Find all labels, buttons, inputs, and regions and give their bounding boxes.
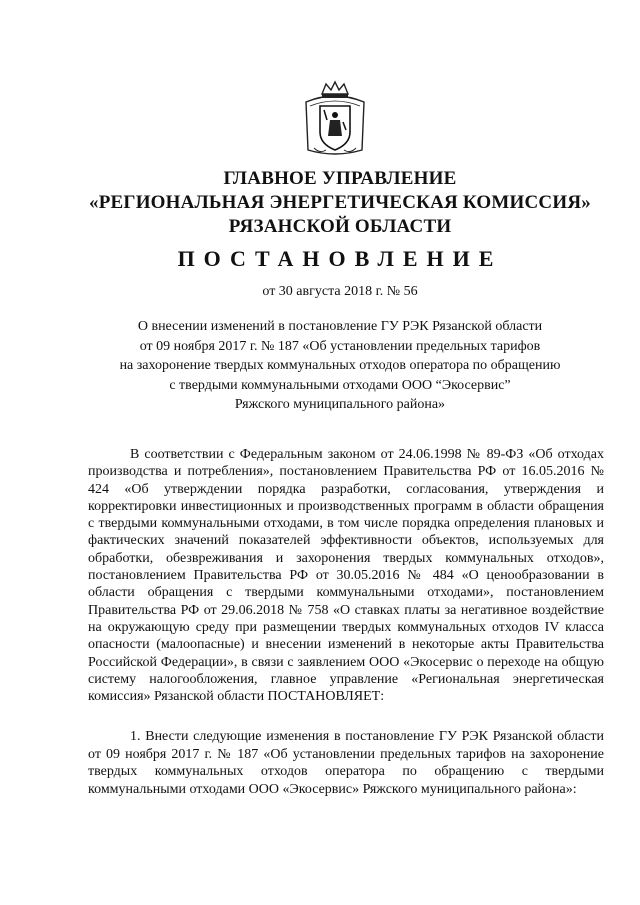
preamble-paragraph: В соответствии с Федеральным законом от 24.06.1998 № 89-ФЗ «Об отходах производства и потребления», постановлением Правительства РФ от 16.05.2016 № 424 «Об утверждении порядка разработки, согласования, утверждения и корректировки инвестиционных и производственных программ в области обращения с твердыми коммунальными отходами, в том числе порядка определения плановых и фактических значений показателей эффективности объектов, используемых для обработки, обезвреживания и захоронения твердых коммунальных отходов», постановлением Правительства РФ от 30.05.2016 № 484 «О ценообразовании в области обращения с твердыми коммунальными отходами», постановлением Правительства РФ от 29.06.2018 № 758 «О ставках платы за негативное воздействие на окружающую среду при размещении твердых коммунальных отходов IV класса опасности (малоопасные) и внесении изменений в некоторые акты Правительства Российской Федерации», в связи с заявлением ООО «Экосервис о переходе на общую систему налогообложения, главное управление «Региональная энергетическая комиссия» Рязанской области ПОСТАНОВЛЯЕТ:	[88, 447, 604, 705]
document-date-number: от 30 августа 2018 г. № 56	[262, 284, 418, 299]
subject-line: с твердыми коммунальными отходами ООО “Экосервис”	[169, 377, 511, 393]
document-subject	[80, 317, 600, 415]
item-1-paragraph: 1. Внести следующие изменения в постановление ГУ РЭК Рязанской области от 09 ноября 2017 г. № 187 «Об установлении предельных тарифов на захоронение твердых коммунальных отходов оператора по обращению с твердыми коммунальными отходами ООО «Экосервис» Ряжского муниципального района»:	[88, 729, 604, 797]
organization-line-3: РЯЗАНСКОЙ ОБЛАСТИ	[228, 216, 452, 237]
ryazan-coat-of-arms-icon	[300, 80, 370, 160]
subject-line: О внесении изменений в постановление ГУ РЭК Рязанской области	[137, 319, 543, 334]
subject-line: Ряжского муниципального района»	[234, 397, 446, 412]
document-type-title: ПОСТАНОВЛЕНИЕ	[177, 246, 503, 271]
subject-line: на захоронение твердых коммунальных отходов оператора по обращению	[119, 358, 561, 373]
subject-line: от 09 ноября 2017 г. № 187 «Об установлении предельных тарифов	[139, 338, 541, 354]
organization-line-2: «РЕГИОНАЛЬНАЯ ЭНЕРГЕТИЧЕСКАЯ КОМИССИЯ»	[89, 192, 591, 213]
organization-line-1: ГЛАВНОЕ УПРАВЛЕНИЕ	[223, 168, 457, 189]
